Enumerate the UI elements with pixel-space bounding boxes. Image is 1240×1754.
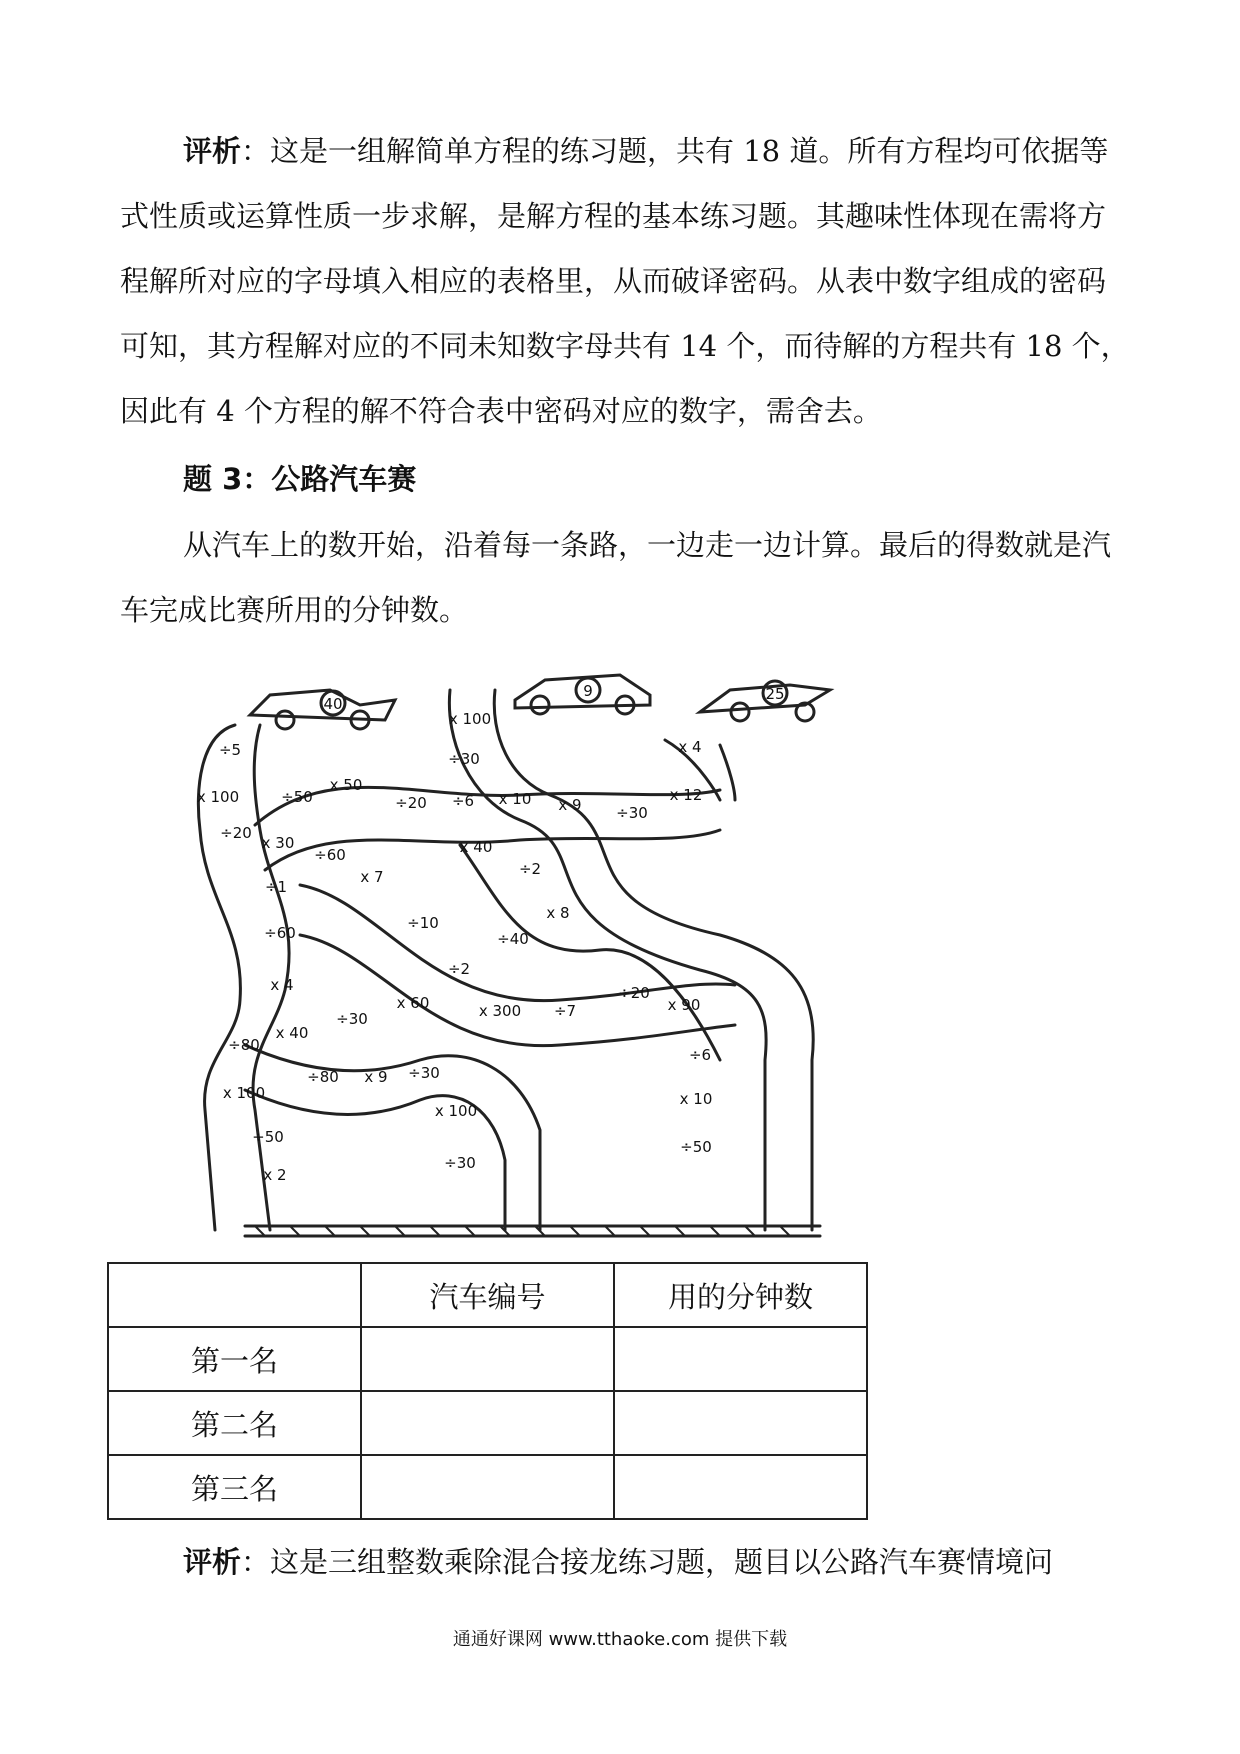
road-cell: x 10	[679, 1090, 713, 1108]
road-cell: x 40	[459, 838, 493, 856]
road-cell: ÷30	[448, 750, 480, 768]
road-cell: ÷60	[314, 846, 346, 864]
road-cell: ÷30	[408, 1064, 440, 1082]
analysis-text: ：这是一组解简单方程的练习题，共有 18 道。所有方程均可依据等式性质或运算性质一步求解，是解方程的基本练习题。其趣味性体现在需将方程解所对应的字母填入相应的表格里，从而破译密码。从表中数字组成的密码可知，其方程解对应的不同未知数字母共有 14 个，而待解的方程共有 18 个，因此有 4 个方程的解不符合表中密码对应的数字，需舍去。	[120, 134, 1130, 428]
road-cell: x 9	[364, 1068, 388, 1086]
road-cell: x 100	[448, 710, 492, 728]
table-cell: 第一名	[108, 1327, 361, 1391]
road-cell: ÷30	[444, 1154, 476, 1172]
problem-3-title: 题 3：公路汽车赛	[183, 462, 417, 496]
road-cell: ÷30	[616, 804, 648, 822]
road-cell: x 100	[434, 1102, 478, 1120]
car-3-number: 25	[765, 685, 785, 703]
analysis-text: ：这是三组整数乘除混合接龙练习题，题目以公路汽车赛情境问	[241, 1545, 1054, 1579]
road-cell: x 4	[270, 976, 294, 994]
table-row	[108, 1455, 867, 1519]
table-cell: 第二名	[108, 1391, 361, 1455]
table-cell[interactable]	[614, 1455, 867, 1519]
road-cell: x 9	[558, 796, 582, 814]
road-cell: ÷40	[497, 930, 529, 948]
road-cell: ÷6	[451, 792, 475, 810]
table-row	[108, 1327, 867, 1391]
road-cell: x 300	[478, 1002, 522, 1020]
road-cell: ÷5	[218, 741, 242, 759]
road-cell: x 8	[546, 904, 570, 922]
road-cell: ÷60	[264, 924, 296, 942]
road-cell: ÷20	[220, 824, 252, 842]
table-cell[interactable]	[361, 1391, 614, 1455]
road-cell: ÷2	[447, 960, 471, 978]
road-cell: x 10	[498, 790, 532, 808]
ranking-table	[107, 1262, 868, 1520]
road-cell: ÷30	[336, 1010, 368, 1028]
table-header-row	[108, 1263, 867, 1327]
road-cell: x 50	[329, 776, 363, 794]
road-cell: ÷20	[395, 794, 427, 812]
page-footer: 通通好课网 www.tthaoke.com 提供下载	[452, 1629, 788, 1650]
car-2-wheel	[531, 696, 549, 714]
table-cell: 第三名	[108, 1455, 361, 1519]
table-cell[interactable]	[614, 1327, 867, 1391]
car-2-number: 9	[583, 682, 593, 700]
analysis-label: 评析	[183, 134, 242, 168]
road-cell: x 60	[396, 994, 430, 1012]
road-cell: ÷50	[252, 1128, 284, 1146]
road-cell: x 40	[275, 1024, 309, 1042]
car-3-wheel	[731, 703, 749, 721]
table-header: 汽车编号	[361, 1263, 614, 1327]
car-1-wheel	[276, 711, 294, 729]
road-cell: ÷50	[680, 1138, 712, 1156]
road-cell: x 2	[263, 1166, 287, 1184]
road-cell: ÷50	[281, 788, 313, 806]
table-row	[108, 1391, 867, 1455]
road-cell: x 12	[669, 786, 703, 804]
table-cell[interactable]	[361, 1455, 614, 1519]
road-cell: ÷6	[688, 1046, 712, 1064]
road-cell: ÷20	[618, 984, 650, 1002]
road-cell: ÷80	[228, 1036, 260, 1054]
road-cell: ÷7	[553, 1002, 577, 1020]
car-1-number: 40	[323, 695, 343, 713]
road-cell: x 7	[360, 868, 384, 886]
road-cell: x 4	[678, 738, 702, 756]
road-cell: x 30	[261, 834, 295, 852]
road-cell: x 100	[222, 1084, 266, 1102]
road-cell: x 90	[667, 996, 701, 1014]
road-cell: ÷1	[264, 878, 288, 896]
problem-3-text: 从汽车上的数开始，沿着每一条路，一边走一边计算。最后的得数就是汽车完成比赛所用的分钟数。	[120, 528, 1112, 627]
road-cell: ÷80	[307, 1068, 339, 1086]
analysis-label: 评析	[183, 1545, 242, 1579]
road-cell: ÷2	[518, 860, 542, 878]
table-cell[interactable]	[614, 1391, 867, 1455]
table-header	[108, 1263, 361, 1327]
table-cell[interactable]	[361, 1327, 614, 1391]
analysis-paragraph-2	[120, 1530, 1132, 1595]
table-header: 用的分钟数	[614, 1263, 867, 1327]
road-cell: x 100	[196, 788, 240, 806]
road-cell: ÷10	[407, 914, 439, 932]
